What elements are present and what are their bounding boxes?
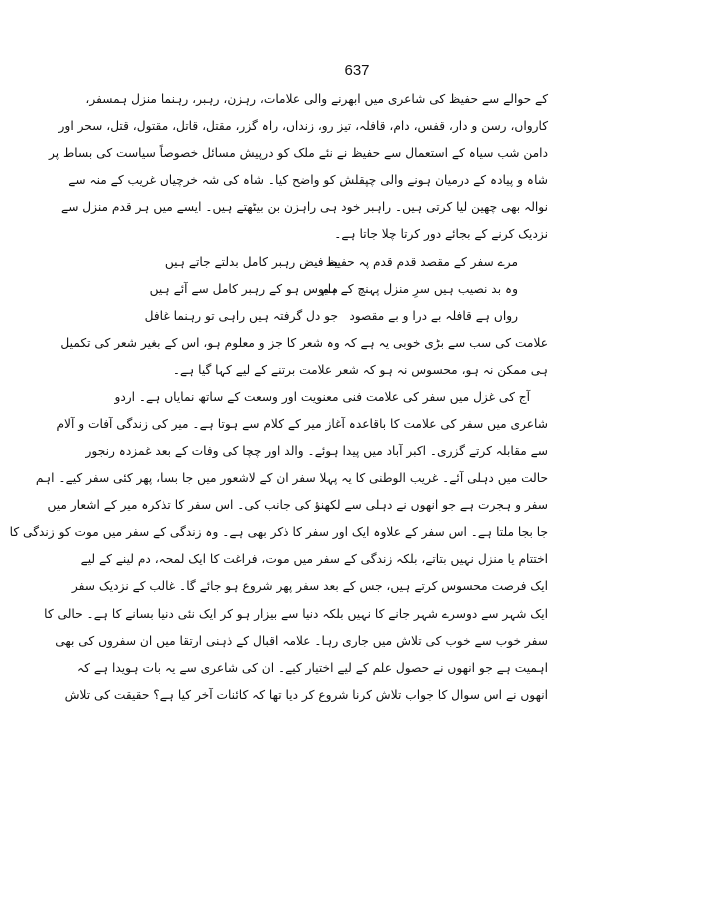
text-line: سفر و ہجرت ہے جو انھوں نے دہلی سے لکھنؤ کی جانب کی۔ اس سفر کا تذکرہ میر کے اشعار میں [47, 498, 548, 513]
text-line: شاعری میں سفر کی علامت کا باقاعدہ آغاز میر کے کلام سے ہوتا ہے۔ میر کی زندگی آفات و آلام [56, 416, 548, 431]
verse-couplet [149, 276, 518, 303]
text-line: شاہ و پیادہ کے درمیان ہونے والی چپقلش کو واضح کیا۔ شاہ کی شہ خرچیاں غریب کے منہ سے [68, 173, 548, 188]
text-line: نوالہ بھی چھین لیا کرتی ہیں۔ راہبر خود ہی راہزن بن بیٹھتے ہیں۔ ایسے میں ہر قدم منزل سے [61, 200, 548, 215]
text-line: جا بجا ملتا ہے۔ اس سفر کے علاوہ ایک اور سفر کا ذکر بھی ہے۔ وہ زندگی کے سفر میں موت کو زندگی کا [9, 525, 548, 540]
text-line: کارواں، رسن و دار، قفس، دام، قافلہ، تیز رو، زنداں، راہ گزر، مقتل، قاتل، مقتول، قتل، سحر اور [58, 119, 548, 134]
text-line: کے حوالے سے حفیظ کی شاعری میں ابھرنے والی علامات، رہزن، رہبر، رہنما منزل ہمسفر، [85, 92, 548, 106]
text-line: سے مقابلہ کرتے گزری۔ اکبر آباد میں پیدا ہوئے۔ والد اور چچا کی وفات کے بعد غمزدہ رنجور [85, 443, 548, 458]
verse-hemistich: یہ فیض رہبر کامل بدلتے جاتے ہیں [164, 254, 338, 269]
page-number: 637 [344, 62, 370, 79]
text-line: ہی ممکن نہ ہو، محسوس نہ ہو کہ شعر علامت برتنے کے لیے کہا گیا ہے۔ [172, 362, 548, 377]
text-line: اختتام یا منزل نہیں بتاتے، بلکہ زندگی کے سفر میں موت، فراغت کا ایک لمحہ، دم لینے کے لیے [80, 552, 548, 567]
verse-hemistich: وہ بد نصیب ہیں سرِ منزل پہنچ کے ہم [321, 281, 518, 296]
text-line: علامت کی سب سے بڑی خوبی یہ ہے کہ وہ شعر کا جز و معلوم ہو، اس کے بغیر شعر کی تکمیل [60, 335, 548, 350]
verse-hemistich: جو دل گرفتہ ہیں راہی تو رہنما غافل [144, 308, 338, 323]
text-line: انھوں نے اس سوال کا جواب تلاش کرنا شروع کر دیا تھا کہ کائنات آخر کیا ہے؟ حقیقت کی تلاش [64, 687, 548, 702]
text-line: سفر خوب سے خوب کی تلاش میں جاری رہا۔ علامہ اقبال کے ذہنی ارتقا میں ان سفروں کی بھی [55, 633, 548, 648]
text-line: آج کی غزل میں سفر کی علامت فنی معنویت اور وسعت کے ساتھ نمایاں ہے۔ اردو [114, 389, 530, 404]
body-text [9, 86, 548, 709]
text-line: اہمیت ہے جو انھوں نے حصول علم کے لیے اختیار کیے۔ ان کی شاعری سے یہ بات ہویدا ہے کہ [77, 660, 548, 675]
text-line: دامن شب سیاہ کے استعمال سے حفیظ نے نئے ملک کو درپیش مسائل خصوصاً سیاست کی بساط پر [49, 146, 548, 161]
paragraph-intro [49, 86, 548, 249]
verse-block [144, 249, 548, 330]
text-line: حالت میں دہلی آئے۔ غریب الوطنی کا یہ پہلا سفر ان کے لاشعور میں جا بسا، پھر کئی سفر کیے۔ اہم [35, 471, 548, 486]
paragraph-symbolism [60, 330, 548, 384]
text-line: نزدیک کرنے کے بجائے دور کرتا چلا جاتا ہے۔ [334, 227, 548, 242]
verse-hemistich: رواں ہے قافلہ بے درا و بے مقصود [349, 308, 518, 323]
verse-couplet [144, 303, 518, 330]
paragraph-journey [9, 384, 548, 709]
text-line: ایک فرصت محسوس کرتے ہیں، جس کے بعد سفر پھر شروع ہو جائے گا۔ غالب کے نزدیک سفر [71, 579, 548, 594]
text-line: ایک شہر سے دوسرے شہر جانے کا نہیں بلکہ دنیا سے بیزار ہو کر ایک نئی دنیا بسانے کا ہے۔ حالی کا [44, 606, 548, 621]
verse-hemistich: مایوس ہو کے رہبر کامل سے آئے ہیں [149, 281, 338, 296]
verse-hemistich: مرے سفر کے مقصد قدم قدم پہ حفیظ [325, 254, 518, 269]
verse-couplet [166, 249, 518, 276]
